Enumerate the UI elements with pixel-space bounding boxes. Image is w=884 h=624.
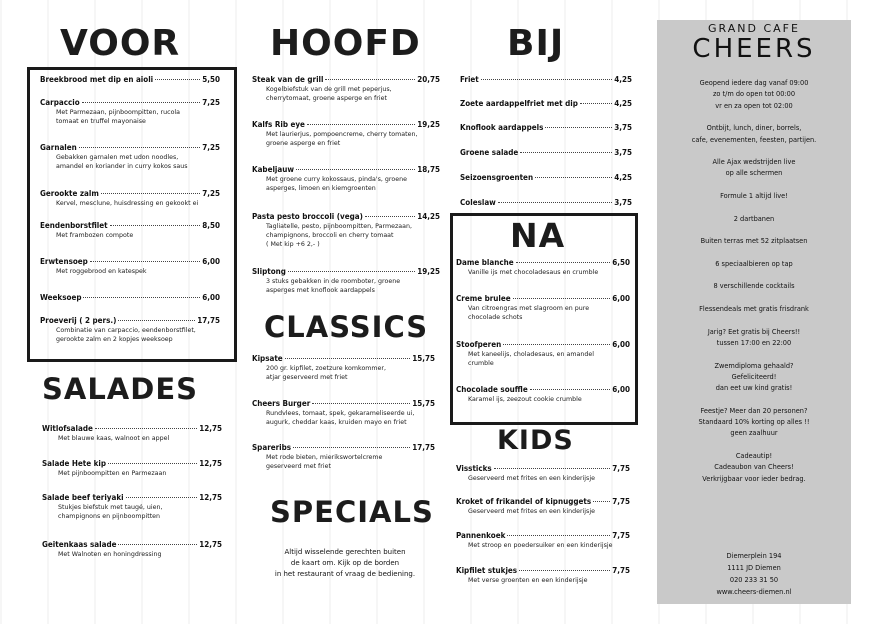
dot-leader bbox=[288, 271, 415, 272]
voor-item-row bbox=[40, 143, 220, 153]
kids-item bbox=[456, 531, 630, 550]
item-description: amandel en koriander in curry kokos saus bbox=[56, 163, 188, 170]
item-price: 14,25 bbox=[417, 212, 440, 221]
heading-salades: SALADES bbox=[42, 372, 199, 406]
item-name: Kalfs Rib eye bbox=[252, 120, 305, 129]
item-description: Met Parmezaan, pijnboompitten, rucola bbox=[56, 109, 181, 116]
panel-line: Gefeliciteerd! bbox=[731, 372, 777, 381]
voor-item bbox=[40, 257, 220, 276]
panel-line: Cadeautip! bbox=[735, 451, 773, 460]
hoofd-item bbox=[252, 120, 440, 148]
dot-leader bbox=[101, 193, 200, 194]
dot-leader bbox=[285, 358, 411, 359]
dot-leader bbox=[296, 169, 415, 170]
item-name: Kipsate bbox=[252, 354, 283, 363]
panel-line: cafe, evenementen, feesten, partijen. bbox=[691, 135, 817, 144]
item-name: Kroket of frikandel of kipnuggets bbox=[456, 497, 592, 506]
heading-hoofd: HOOFD bbox=[270, 23, 421, 64]
item-price: 4,25 bbox=[614, 99, 632, 108]
dot-leader bbox=[79, 147, 200, 148]
item-description: Met frambozen compote bbox=[56, 232, 134, 239]
bij-item bbox=[460, 198, 632, 208]
item-price: 7,25 bbox=[202, 98, 220, 107]
item-name: Proeverij ( 2 pers.) bbox=[40, 316, 117, 325]
item-description: Geserveerd met frites en een kinderijsje bbox=[468, 508, 595, 515]
dot-leader bbox=[535, 177, 612, 178]
salades-item-row bbox=[42, 424, 222, 434]
item-name: Garnalen bbox=[40, 143, 77, 152]
item-name: Sliptong bbox=[252, 267, 286, 276]
item-description: Combinatie van carpaccio, eendenborstfilet, bbox=[56, 327, 196, 334]
voor-item bbox=[40, 98, 220, 126]
dot-leader bbox=[312, 403, 410, 404]
item-description: Met Walnoten en honingdressing bbox=[58, 551, 162, 558]
dot-leader bbox=[494, 468, 611, 469]
item-price: 6,00 bbox=[612, 294, 630, 303]
item-price: 15,75 bbox=[412, 399, 435, 408]
item-description: Met groene curry kokossaus, pinda's, groene bbox=[266, 176, 407, 183]
bij-item-row bbox=[460, 75, 632, 85]
voor-item bbox=[40, 293, 220, 303]
item-name: Knoflook aardappels bbox=[460, 123, 544, 132]
salades-item bbox=[42, 493, 222, 521]
item-description: Kogelbiefstuk van de grill met peperjus, bbox=[266, 86, 392, 93]
voor-item bbox=[40, 75, 220, 85]
dot-leader bbox=[293, 447, 410, 448]
classics-item bbox=[252, 354, 435, 382]
item-description: chocolade schots bbox=[468, 314, 523, 321]
dot-leader bbox=[481, 79, 612, 80]
kids-item-row bbox=[456, 497, 630, 507]
dot-leader bbox=[593, 501, 610, 502]
specials-note-line: de kaart om. Kijk op de borden bbox=[290, 559, 400, 567]
dot-leader bbox=[118, 320, 195, 321]
item-description: Vanille ijs met chocoladesaus en crumble bbox=[468, 269, 599, 276]
panel-line: tussen 17:00 en 22:00 bbox=[716, 338, 792, 347]
item-name: Pasta pesto broccoli (vega) bbox=[252, 212, 363, 221]
item-price: 4,25 bbox=[614, 75, 632, 84]
dot-leader bbox=[325, 79, 415, 80]
panel-line: op alle schermen bbox=[725, 169, 783, 178]
panel-line: vr en za open tot 02:00 bbox=[715, 101, 793, 110]
item-description: Karamel ijs, zeezout cookie crumble bbox=[468, 396, 582, 403]
item-price: 7,75 bbox=[612, 566, 630, 575]
item-description: Met kaneelijs, choladesaus, en amandel bbox=[468, 351, 594, 358]
salades-item-row bbox=[42, 493, 222, 503]
dot-leader bbox=[155, 79, 200, 80]
bij-item bbox=[460, 99, 632, 109]
hoofd-item bbox=[252, 75, 440, 103]
item-name: Erwtensoep bbox=[40, 257, 88, 266]
panel-line: Alle Ajax wedstrijden live bbox=[712, 158, 796, 167]
bij-item-row bbox=[460, 198, 632, 208]
panel-line: dan eet uw kind gratis! bbox=[715, 384, 793, 393]
item-description: Met pijnboompitten en Parmezaan bbox=[58, 470, 167, 477]
voor-item bbox=[40, 221, 220, 240]
kids-item-row bbox=[456, 566, 630, 576]
voor-item-row bbox=[40, 293, 220, 303]
kids-item-row bbox=[456, 464, 630, 474]
item-description: groene asperge en friet bbox=[266, 140, 341, 147]
item-description: Stukjes biefstuk met taugé, uien, bbox=[58, 504, 163, 511]
item-description: cherrytomaat, groene asperge en friet bbox=[266, 95, 387, 102]
item-description: Rundvlees, tomaat, spek, gekarameliseerde ui, bbox=[266, 410, 415, 417]
dot-leader bbox=[520, 152, 612, 153]
na-item bbox=[456, 340, 630, 368]
salades-item bbox=[42, 424, 222, 443]
na-item-row bbox=[456, 294, 630, 304]
specials-note-line: in het restaurant of vraag de bediening. bbox=[274, 570, 416, 578]
item-name: Breekbrood met dip en aioli bbox=[40, 75, 154, 84]
item-price: 6,00 bbox=[202, 257, 220, 266]
item-name: Coleslaw bbox=[460, 198, 496, 207]
item-price: 17,75 bbox=[197, 316, 220, 325]
item-price: 3,75 bbox=[614, 123, 632, 132]
specials-note bbox=[250, 547, 440, 580]
dot-leader bbox=[108, 463, 197, 464]
bij-item-row bbox=[460, 148, 632, 158]
panel-line: Feestje? Meer dan 20 personen? bbox=[700, 406, 808, 415]
kids-item bbox=[456, 497, 630, 516]
item-price: 7,25 bbox=[202, 143, 220, 152]
item-price: 12,75 bbox=[199, 424, 222, 433]
panel-line: Jarig? Eet gratis bij Cheers!! bbox=[707, 327, 801, 336]
dot-leader bbox=[126, 497, 198, 498]
dot-leader bbox=[365, 216, 415, 217]
bij-item bbox=[460, 148, 632, 158]
item-price: 15,75 bbox=[412, 354, 435, 363]
item-description: ( Met kip +6 2,- ) bbox=[266, 241, 320, 248]
address-line: 020 233 31 50 bbox=[729, 576, 779, 584]
address-line: Diemerplein 194 bbox=[726, 552, 782, 560]
voor-item-row bbox=[40, 316, 220, 326]
salades-item-row bbox=[42, 459, 222, 469]
dot-leader bbox=[530, 389, 611, 390]
hoofd-item-row bbox=[252, 267, 440, 277]
na-item-row bbox=[456, 340, 630, 350]
item-description: Met blauwe kaas, walnoot en appel bbox=[58, 435, 170, 442]
dot-leader bbox=[545, 127, 612, 128]
item-description: Met laurierjus, pompoencreme, cherry tomaten, bbox=[266, 131, 418, 138]
item-price: 7,75 bbox=[612, 531, 630, 540]
item-name: Chocolade souffle bbox=[456, 385, 528, 394]
item-description: asperges, limoen en kiemgroenten bbox=[266, 185, 376, 192]
item-description: champignons en pijnboompitten bbox=[58, 513, 161, 520]
hoofd-item bbox=[252, 165, 440, 193]
address-line: 1111 JD Diemen bbox=[727, 564, 781, 572]
dot-leader bbox=[118, 544, 197, 545]
dot-leader bbox=[516, 262, 611, 263]
classics-item bbox=[252, 443, 435, 471]
na-item-row bbox=[456, 258, 630, 268]
item-price: 12,75 bbox=[199, 459, 222, 468]
item-name: Salade Hete kip bbox=[42, 459, 107, 468]
item-name: Witlofsalade bbox=[42, 424, 93, 433]
hoofd-item bbox=[252, 267, 440, 295]
item-description: atjar geserveerd met friet bbox=[266, 374, 348, 381]
hoofd-item-row bbox=[252, 120, 440, 130]
brand-logo: CHEERS bbox=[692, 34, 816, 64]
heading-kids: KIDS bbox=[497, 425, 574, 456]
panel-line: 6 speciaalbieren op tap bbox=[715, 259, 793, 268]
item-price: 7,75 bbox=[612, 497, 630, 506]
item-description: Van citroengras met slagroom en pure bbox=[468, 305, 590, 312]
voor-item-row bbox=[40, 189, 220, 199]
item-price: 3,75 bbox=[614, 148, 632, 157]
classics-item-row bbox=[252, 399, 435, 409]
panel-line: 2 dartbanen bbox=[733, 214, 775, 223]
panel-line: Geopend iedere dag vanaf 09:00 bbox=[699, 79, 809, 87]
panel-line: zo t/m do open tot 00:00 bbox=[712, 90, 796, 99]
item-price: 20,75 bbox=[417, 75, 440, 84]
item-description: 200 gr. kipfilet, zoetzure komkommer, bbox=[266, 365, 387, 372]
salades-item bbox=[42, 540, 222, 559]
dot-leader bbox=[82, 102, 201, 103]
hoofd-item-row bbox=[252, 212, 440, 222]
info-panel bbox=[657, 20, 851, 604]
na-item bbox=[456, 385, 630, 404]
item-description: Kervel, mesclune, huisdressing en gekookt ei bbox=[56, 200, 199, 207]
item-description: 3 stuks gebakken in de roomboter, groene bbox=[266, 278, 401, 285]
item-description: Met roggebrood en katespek bbox=[56, 268, 147, 275]
na-item-row bbox=[456, 385, 630, 395]
panel-line: Cadeaubon van Cheers! bbox=[714, 463, 794, 472]
item-description: crumble bbox=[468, 360, 494, 367]
item-name: Eendenborstfilet bbox=[40, 221, 108, 230]
item-price: 6,00 bbox=[612, 340, 630, 349]
bij-item bbox=[460, 173, 632, 183]
item-price: 12,75 bbox=[199, 540, 222, 549]
item-description: champignons, broccoli en cherry tomaat bbox=[266, 232, 394, 239]
address-line: www.cheers-diemen.nl bbox=[716, 588, 792, 596]
item-price: 5,50 bbox=[202, 75, 220, 84]
salades-item-row bbox=[42, 540, 222, 550]
item-name: Spareribs bbox=[252, 443, 292, 452]
voor-item-row bbox=[40, 98, 220, 108]
bij-item bbox=[460, 123, 632, 133]
dot-leader bbox=[507, 535, 610, 536]
classics-item-row bbox=[252, 443, 435, 453]
item-description: Gebakken garnalen met udon noodles, bbox=[56, 154, 179, 161]
item-description: gerookte zalm en 2 kopjes weeksoep bbox=[56, 336, 173, 343]
voor-item-row bbox=[40, 75, 220, 85]
item-name: Seizoensgroenten bbox=[460, 173, 534, 182]
heading-bij: BIJ bbox=[507, 23, 565, 64]
item-description: Met verse groenten en een kinderijsje bbox=[468, 577, 588, 584]
voor-item-row bbox=[40, 221, 220, 231]
hoofd-item-row bbox=[252, 75, 440, 85]
kids-item bbox=[456, 464, 630, 483]
item-description: Met stroop en poedersuiker en een kinderijsje bbox=[468, 542, 613, 549]
kids-item bbox=[456, 566, 630, 585]
item-name: Stoofperen bbox=[456, 340, 502, 349]
classics-item bbox=[252, 399, 435, 427]
item-price: 19,25 bbox=[417, 267, 440, 276]
hoofd-item bbox=[252, 212, 440, 249]
heading-specials: SPECIALS bbox=[270, 495, 434, 529]
item-name: Creme brulee bbox=[456, 294, 511, 303]
dot-leader bbox=[519, 570, 610, 571]
item-price: 6,50 bbox=[612, 258, 630, 267]
dot-leader bbox=[503, 344, 610, 345]
item-price: 7,25 bbox=[202, 189, 220, 198]
item-price: 8,50 bbox=[202, 221, 220, 230]
panel-line: Buiten terras met 52 zitplaatsen bbox=[700, 237, 808, 246]
voor-item bbox=[40, 143, 220, 171]
na-item bbox=[456, 258, 630, 277]
salades-item bbox=[42, 459, 222, 478]
panel-line: Ontbijt, lunch, diner, borrels, bbox=[706, 124, 802, 133]
item-description: Geserveerd met frites en een kinderijsje bbox=[468, 475, 595, 482]
dot-leader bbox=[90, 261, 200, 262]
classics-item-row bbox=[252, 354, 435, 364]
panel-line: geen zaalhuur bbox=[730, 429, 778, 438]
item-description: Tagliatelle, pesto, pijnboompitten, Parmezaan, bbox=[266, 223, 412, 230]
item-price: 18,75 bbox=[417, 165, 440, 174]
dot-leader bbox=[83, 297, 200, 298]
panel-line: Flessendeals met gratis frisdrank bbox=[699, 305, 809, 313]
item-name: Salade beef teriyaki bbox=[42, 493, 124, 502]
item-name: Geitenkaas salade bbox=[42, 540, 117, 549]
panel-line: Verkrijgbaar voor ieder bedrag. bbox=[702, 474, 806, 483]
item-price: 6,00 bbox=[612, 385, 630, 394]
item-price: 7,75 bbox=[612, 464, 630, 473]
item-description: Met rode bieten, mierikswortelcreme bbox=[266, 454, 383, 461]
item-price: 3,75 bbox=[614, 198, 632, 207]
heading-classics: CLASSICS bbox=[264, 310, 429, 344]
voor-item-row bbox=[40, 257, 220, 267]
item-name: Kabeljauw bbox=[252, 165, 295, 174]
item-name: Friet bbox=[460, 75, 479, 84]
panel-line: Formule 1 altijd live! bbox=[720, 192, 788, 200]
item-description: augurk, cheddar kaas, kruiden mayo en friet bbox=[266, 419, 407, 426]
item-name: Kipfilet stukjes bbox=[456, 566, 518, 575]
item-name: Cheers Burger bbox=[252, 399, 311, 408]
item-name: Groene salade bbox=[460, 148, 519, 157]
heading-voor: VOOR bbox=[60, 23, 181, 64]
heading-na: NA bbox=[510, 216, 566, 255]
na-item bbox=[456, 294, 630, 322]
dot-leader bbox=[110, 225, 201, 226]
item-name: Zoete aardappelfriet met dip bbox=[460, 99, 578, 108]
item-price: 19,25 bbox=[417, 120, 440, 129]
hoofd-item-row bbox=[252, 165, 440, 175]
kids-item-row bbox=[456, 531, 630, 541]
item-name: Vissticks bbox=[456, 464, 492, 473]
panel-line: Zwemdiploma gehaald? bbox=[714, 361, 794, 370]
item-name: Steak van de grill bbox=[252, 75, 324, 84]
item-name: Carpaccio bbox=[40, 98, 80, 107]
item-price: 12,75 bbox=[199, 493, 222, 502]
panel-line: Standaard 10% korting op alles !! bbox=[698, 418, 810, 426]
dot-leader bbox=[498, 202, 612, 203]
item-price: 4,25 bbox=[614, 173, 632, 182]
bij-item-row bbox=[460, 123, 632, 133]
dot-leader bbox=[95, 428, 197, 429]
brand-top: GRAND CAFE bbox=[708, 22, 800, 35]
item-name: Pannenkoek bbox=[456, 531, 506, 540]
dot-leader bbox=[307, 124, 415, 125]
bij-item-row bbox=[460, 99, 632, 109]
item-price: 6,00 bbox=[202, 293, 220, 302]
item-description: geserveerd met friet bbox=[266, 463, 331, 470]
voor-item bbox=[40, 189, 220, 208]
panel-line: 8 verschillende cocktails bbox=[713, 282, 795, 291]
item-name: Dame blanche bbox=[456, 258, 514, 267]
item-description: asperges met knoflook aardappels bbox=[266, 287, 375, 294]
dot-leader bbox=[513, 298, 611, 299]
item-price: 17,75 bbox=[412, 443, 435, 452]
item-name: Gerookte zalm bbox=[40, 189, 99, 198]
item-name: Weeksoep bbox=[40, 293, 82, 302]
item-description: tomaat en truffel mayonaise bbox=[56, 118, 146, 125]
bij-item bbox=[460, 75, 632, 85]
bij-item-row bbox=[460, 173, 632, 183]
voor-item bbox=[40, 316, 220, 344]
specials-note-line: Altijd wisselende gerechten buiten bbox=[284, 548, 406, 556]
dot-leader bbox=[580, 103, 612, 104]
